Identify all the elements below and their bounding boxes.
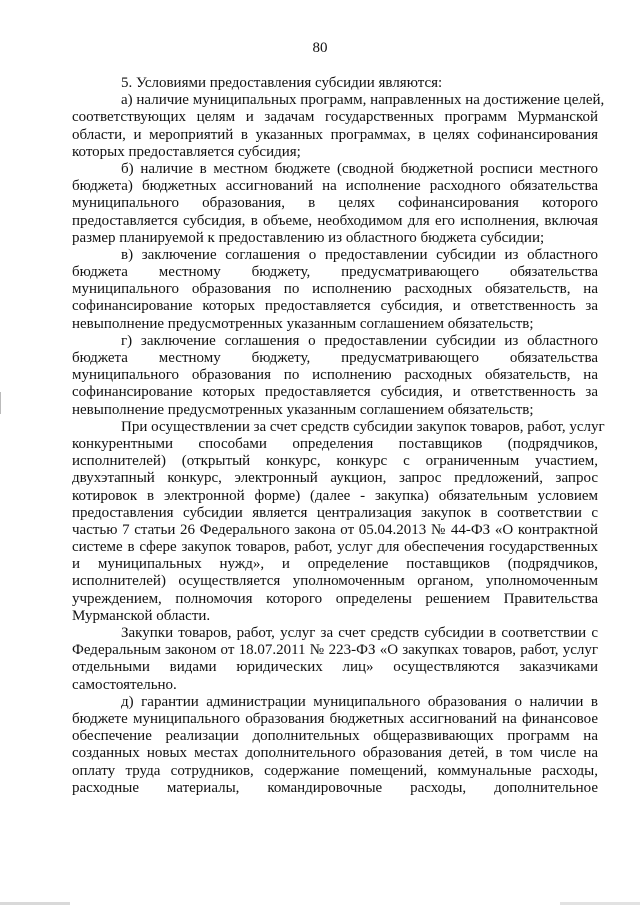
text-line: в) заключение соглашения о предоставлении субсидии из областного bbox=[121, 246, 598, 263]
text-line: размер планируемой к предоставлению из областного бюджета субсидии; bbox=[72, 229, 545, 246]
text-line: муниципального образования, в целях софинансирования которого bbox=[72, 195, 598, 212]
text-line: б) наличие в местном бюджете (сводной бюджетной росписи местного bbox=[121, 160, 598, 177]
text-line: самостоятельно. bbox=[72, 676, 177, 693]
scan-margin-mark bbox=[0, 392, 1, 414]
text-line: муниципального образования по исполнению расходных обязательств, на bbox=[72, 281, 598, 298]
text-line: муниципального образования по исполнению расходных обязательств, на bbox=[72, 367, 598, 384]
text-line: предоставления субсидии является централизация закупок в соответствии с bbox=[72, 504, 598, 521]
text-line: а) наличие муниципальных программ, направленных на достижение целей, bbox=[121, 92, 605, 109]
text-line: и муниципальных нужд», и определение поставщиков (подрядчиков, bbox=[72, 556, 598, 573]
text-line: невыполнение предусмотренных указанным соглашением обязательств; bbox=[72, 315, 534, 332]
text-line: д) гарантии администрации муниципального образования о наличии в bbox=[121, 693, 598, 710]
text-line: невыполнение предусмотренных указанным соглашением обязательств; bbox=[72, 401, 534, 418]
page-number: 80 bbox=[312, 40, 328, 56]
text-line: софинансирование которых предоставляется субсидия, и ответственность за bbox=[72, 298, 598, 315]
text-line: бюджета местному бюджету, предусматривающего обязательства bbox=[72, 350, 598, 366]
text-line: Федеральным законом от 18.07.2011 № 223-ФЗ «О закупках товаров, работ, услуг bbox=[72, 642, 598, 659]
text-line: двухэтапный конкурс, электронный аукцион, запрос предложений, запрос bbox=[72, 470, 598, 487]
text-line: бюджета) бюджетных ассигнований на исполнение расходного обязательства bbox=[72, 178, 598, 195]
text-line: конкурентными способами определения поставщиков (подрядчиков, bbox=[72, 435, 598, 452]
document-body bbox=[72, 75, 605, 797]
text-line: При осуществлении за счет средств субсидии закупок товаров, работ, услуг bbox=[121, 418, 605, 435]
text-line: исполнителей) (открытый конкурс, конкурс с ограниченным участием, bbox=[72, 453, 598, 470]
text-line: г) заключение соглашения о предоставлении субсидии из областного bbox=[121, 332, 598, 349]
text-line: исполнителей) осуществляется уполномоченным органом, уполномоченным bbox=[72, 573, 598, 590]
text-line: отдельными видами юридических лиц» осуществляются заказчиками bbox=[72, 659, 598, 676]
text-line: созданных новых местах дополнительного образования детей, в том числе на bbox=[72, 745, 598, 762]
text-line: Мурманской области. bbox=[72, 607, 211, 624]
text-line: котировок в электронной форме) (далее - закупка) обязательным условием bbox=[72, 487, 598, 504]
text-line: бюджета местному бюджету, предусматривающего обязательства bbox=[72, 264, 598, 281]
text-line: системе в сфере закупок товаров, работ, услуг для обеспечения государственных bbox=[72, 539, 598, 556]
text-line: бюджете муниципального образования бюджетных ассигнований на финансовое bbox=[72, 710, 598, 727]
text-line: области, и мероприятий в указанных программах, в целях софинансирования bbox=[72, 126, 598, 143]
text-line: учреждением, полномочия которого определены решением Правительства bbox=[72, 590, 598, 607]
text-line: соответствующих целям и задачам государственных программ Мурманской bbox=[72, 109, 598, 126]
text-line: Закупки товаров, работ, услуг за счет средств субсидии в соответствии с bbox=[121, 625, 598, 641]
text-line: обеспечение реализации дополнительных общеразвивающих программ на bbox=[72, 728, 598, 745]
text-line: 5. Условиями предоставления субсидии являются: bbox=[121, 75, 443, 91]
text-line: предоставляется субсидия, в объеме, необходимом для его исполнения, включая bbox=[72, 212, 598, 229]
text-line: расходные материалы, командировочные расходы, дополнительное bbox=[72, 779, 598, 796]
text-line: частью 7 статьи 26 Федерального закона от 05.04.2013 № 44-ФЗ «О контрактной bbox=[72, 521, 598, 538]
text-line: оплату труда сотрудников, содержание помещений, коммунальные расходы, bbox=[72, 762, 598, 779]
text-line: которых предоставляется субсидия; bbox=[72, 143, 301, 160]
text-line: софинансирование которых предоставляется субсидия, и ответственность за bbox=[72, 384, 598, 401]
